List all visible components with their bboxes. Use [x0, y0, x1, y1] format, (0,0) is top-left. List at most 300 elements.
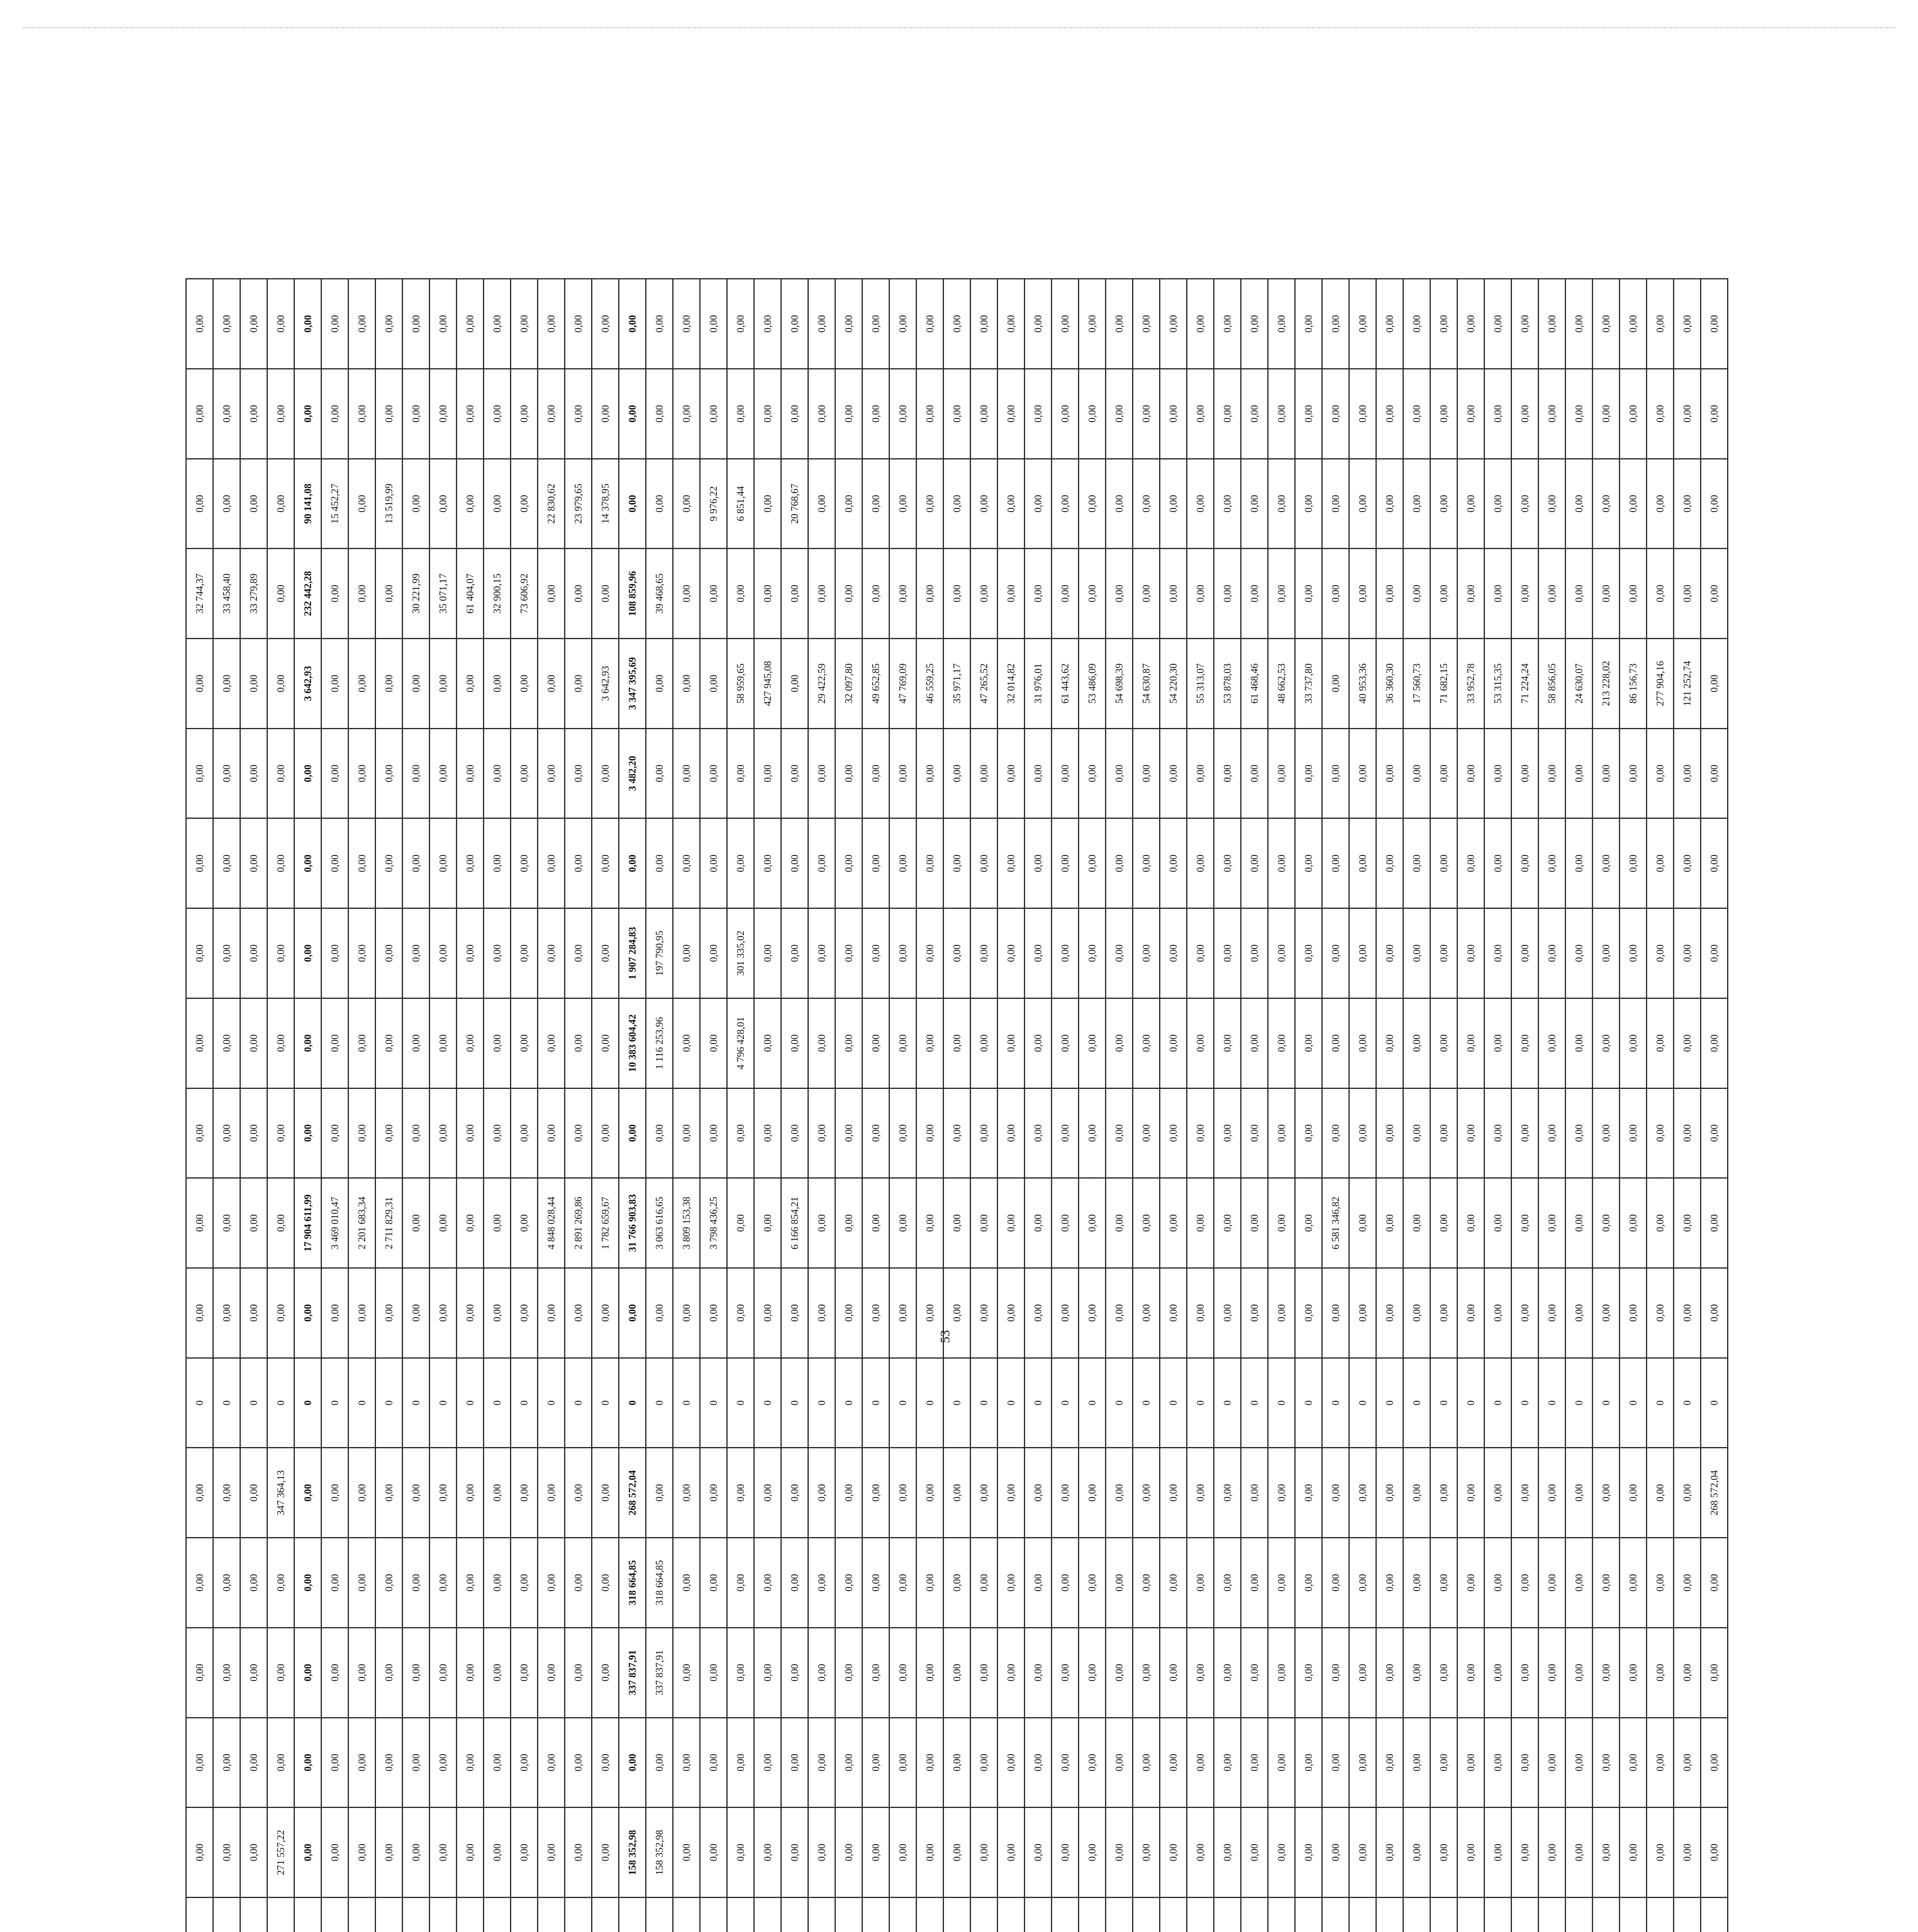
value-cell: 0,00: [349, 369, 376, 459]
table-row: [727, 279, 754, 1932]
value-cell: 0,00: [538, 549, 565, 639]
value-cell: 0: [1430, 1358, 1457, 1448]
value-cell: 0,00: [1025, 459, 1052, 549]
value-cell: 0,00: [808, 998, 835, 1088]
value-cell: 0,00: [457, 1808, 484, 1898]
value-cell: 0,00: [646, 1268, 673, 1358]
value-cell: 0,00: [430, 279, 457, 369]
value-cell: 0,00: [376, 369, 403, 459]
value-cell: 0,00: [754, 1718, 781, 1808]
value-cell: 0,00: [1566, 459, 1593, 549]
value-cell: [430, 1898, 457, 1932]
value-cell: 0,00: [1106, 728, 1133, 818]
value-cell: 0,00: [511, 1268, 538, 1358]
value-cell: 0: [511, 1358, 538, 1448]
value-cell: 0,00: [889, 369, 916, 459]
value-cell: 0,00: [1376, 1178, 1403, 1268]
value-cell: 0: [1593, 1358, 1620, 1448]
value-cell: 0,00: [1322, 1448, 1349, 1538]
value-cell: 0,00: [349, 1628, 376, 1718]
value-cell: 0: [1539, 1358, 1566, 1448]
value-cell: 0,00: [1457, 1268, 1484, 1358]
value-cell: 0: [213, 1358, 240, 1448]
value-cell: 0,00: [1674, 1448, 1701, 1538]
value-cell: 0,00: [321, 1538, 349, 1628]
value-cell: 0,00: [240, 1178, 267, 1268]
value-cell: 0,00: [1214, 818, 1241, 908]
value-cell: 0,00: [1187, 818, 1214, 908]
value-cell: 0,00: [1512, 1178, 1539, 1268]
value-cell: 0,00: [944, 728, 971, 818]
value-cell: 0,00: [1647, 1088, 1674, 1178]
value-cell: 0,00: [998, 908, 1025, 998]
value-cell: 4 796 428,01: [727, 998, 754, 1088]
value-cell: 0,00: [186, 1088, 213, 1178]
value-cell: 0,00: [673, 639, 700, 729]
value-cell: 0,00: [1106, 1808, 1133, 1898]
value-cell: 0,00: [430, 1718, 457, 1808]
value-cell: 0: [1214, 1358, 1241, 1448]
value-cell: 0,00: [349, 1448, 376, 1538]
value-cell: 0,00: [213, 1088, 240, 1178]
value-cell: 0,00: [889, 1448, 916, 1538]
value-cell: 0,00: [511, 1718, 538, 1808]
value-cell: 0,00: [944, 459, 971, 549]
value-cell: 2 711 829,31: [376, 1178, 403, 1268]
value-cell: 0,00: [1593, 1718, 1620, 1808]
value-cell: 0,00: [1457, 1088, 1484, 1178]
value-cell: 0,00: [592, 1808, 619, 1898]
value-cell: 0,00: [213, 1268, 240, 1358]
value-cell: 0,00: [213, 1718, 240, 1808]
value-cell: 121 252,74: [1674, 639, 1701, 729]
value-cell: 0,00: [1512, 1808, 1539, 1898]
value-cell: [186, 1898, 213, 1932]
table-row: [1079, 279, 1106, 1932]
value-cell: 0,00: [1241, 1448, 1268, 1538]
value-cell: 0,00: [1674, 1538, 1701, 1628]
value-cell: 0,00: [1322, 1538, 1349, 1628]
table-row: [808, 279, 835, 1932]
value-cell: 0,00: [1539, 459, 1566, 549]
value-cell: 0,00: [944, 549, 971, 639]
value-cell: 0,00: [1160, 908, 1187, 998]
scan-edge: [23, 27, 1895, 28]
value-cell: 0,00: [1322, 818, 1349, 908]
value-cell: 0,00: [186, 998, 213, 1088]
value-cell: 0,00: [1052, 279, 1079, 369]
value-cell: 0,00: [565, 1718, 592, 1808]
table-row: [916, 279, 944, 1932]
value-cell: 0,00: [808, 1088, 835, 1178]
table-row: [1484, 279, 1512, 1932]
value-cell: 0,00: [1484, 1088, 1512, 1178]
value-cell: [321, 1898, 349, 1932]
value-cell: 0,00: [889, 459, 916, 549]
value-cell: 0,00: [1025, 1808, 1052, 1898]
value-cell: 0,00: [484, 1718, 511, 1808]
value-cell: 0,00: [727, 1178, 754, 1268]
value-cell: 0: [430, 1358, 457, 1448]
value-cell: 0,00: [998, 1538, 1025, 1628]
value-cell: 0,00: [484, 1268, 511, 1358]
value-cell: 0,00: [1133, 459, 1160, 549]
value-cell: 0: [944, 1358, 971, 1448]
value-cell: 33 458,40: [213, 549, 240, 639]
value-cell: 33 952,78: [1457, 639, 1484, 729]
value-cell: 277 904,16: [1647, 639, 1674, 729]
table-row: [565, 279, 592, 1932]
value-cell: 0,00: [592, 369, 619, 459]
value-cell: [565, 1898, 592, 1932]
value-cell: 0,00: [781, 1718, 808, 1808]
value-cell: 0,00: [565, 1268, 592, 1358]
value-cell: 0,00: [592, 279, 619, 369]
value-cell: 0,00: [565, 998, 592, 1088]
value-cell: 0,00: [294, 1628, 321, 1718]
value-cell: 35 071,17: [430, 549, 457, 639]
value-cell: 0,00: [321, 1718, 349, 1808]
value-cell: 0,00: [1457, 369, 1484, 459]
value-cell: 0,00: [213, 279, 240, 369]
value-cell: 0,00: [1430, 1448, 1457, 1538]
value-cell: 0,00: [538, 728, 565, 818]
value-cell: 0,00: [998, 1088, 1025, 1178]
value-cell: 0,00: [538, 1718, 565, 1808]
value-cell: 0,00: [1025, 549, 1052, 639]
value-cell: 0,00: [835, 459, 862, 549]
value-cell: 213 228,02: [1593, 639, 1620, 729]
value-cell: 0,00: [1620, 1628, 1647, 1718]
value-cell: 0,00: [376, 1628, 403, 1718]
value-cell: 0,00: [1539, 549, 1566, 639]
value-cell: 0,00: [1701, 549, 1728, 639]
value-cell: 0,00: [1322, 639, 1349, 729]
value-cell: 0,00: [321, 998, 349, 1088]
value-cell: 0,00: [240, 1538, 267, 1628]
value-cell: 0,00: [1647, 818, 1674, 908]
value-cell: 0,00: [186, 639, 213, 729]
value-cell: 0,00: [1484, 908, 1512, 998]
value-cell: 0,00: [1322, 279, 1349, 369]
value-cell: 0,00: [1268, 279, 1295, 369]
value-cell: [349, 1898, 376, 1932]
value-cell: 0,00: [267, 1088, 294, 1178]
value-cell: 0,00: [1701, 1178, 1728, 1268]
value-cell: 0,00: [1241, 1628, 1268, 1718]
value-cell: 0,00: [1241, 1268, 1268, 1358]
value-cell: 0,00: [538, 908, 565, 998]
value-cell: 0: [754, 1358, 781, 1448]
value-cell: 0,00: [1430, 998, 1457, 1088]
value-cell: 0,00: [349, 1088, 376, 1178]
value-cell: 0,00: [700, 1448, 727, 1538]
value-cell: 0,00: [457, 728, 484, 818]
value-cell: 0,00: [673, 728, 700, 818]
value-cell: 0,00: [430, 1448, 457, 1538]
value-cell: 0,00: [1566, 998, 1593, 1088]
value-cell: 0,00: [1052, 459, 1079, 549]
value-cell: 0,00: [646, 459, 673, 549]
value-cell: 0,00: [944, 818, 971, 908]
value-cell: 0,00: [971, 998, 998, 1088]
value-cell: 0: [1160, 1358, 1187, 1448]
value-cell: 0,00: [944, 1448, 971, 1538]
value-cell: 0,00: [186, 459, 213, 549]
value-cell: 0,00: [349, 549, 376, 639]
value-cell: 0,00: [1376, 908, 1403, 998]
value-cell: 0,00: [1403, 369, 1430, 459]
value-cell: 0,00: [1268, 908, 1295, 998]
value-cell: 0,00: [1349, 279, 1376, 369]
value-cell: 0,00: [944, 998, 971, 1088]
value-cell: 0,00: [403, 1178, 430, 1268]
value-cell: 0,00: [213, 1178, 240, 1268]
value-cell: 33 737,80: [1295, 639, 1322, 729]
value-cell: 0,00: [862, 908, 889, 998]
value-cell: 0,00: [1701, 369, 1728, 459]
value-cell: 0,00: [1079, 1448, 1106, 1538]
value-cell: 58 856,05: [1539, 639, 1566, 729]
value-cell: 0,00: [538, 1268, 565, 1358]
value-cell: 0,00: [619, 1718, 646, 1808]
value-cell: 0,00: [1620, 1718, 1647, 1808]
value-cell: 0: [267, 1358, 294, 1448]
value-cell: 0,00: [484, 459, 511, 549]
table-row: [1430, 279, 1457, 1932]
value-cell: 0,00: [971, 369, 998, 459]
value-cell: 0,00: [889, 1088, 916, 1178]
value-cell: 0,00: [1160, 998, 1187, 1088]
value-cell: 0,00: [1566, 1628, 1593, 1718]
value-cell: 0,00: [781, 1808, 808, 1898]
value-cell: 0,00: [1566, 1538, 1593, 1628]
value-cell: 0,00: [971, 1718, 998, 1808]
value-cell: 0,00: [1512, 279, 1539, 369]
value-cell: 0,00: [1403, 1538, 1430, 1628]
table-row: [1241, 279, 1268, 1932]
value-cell: 0,00: [511, 279, 538, 369]
value-cell: 9 976,22: [700, 459, 727, 549]
value-cell: 0,00: [538, 1448, 565, 1538]
value-cell: 55 313,07: [1187, 639, 1214, 729]
value-cell: 0,00: [1079, 1268, 1106, 1358]
value-cell: 0,00: [1079, 1538, 1106, 1628]
value-cell: 0,00: [1620, 1178, 1647, 1268]
value-cell: [1133, 1898, 1160, 1932]
value-cell: 6 166 854,21: [781, 1178, 808, 1268]
value-cell: 46 559,25: [916, 639, 944, 729]
value-cell: 0,00: [1295, 1628, 1322, 1718]
value-cell: 0,00: [484, 1628, 511, 1718]
value-cell: 0,00: [403, 1808, 430, 1898]
value-cell: 0,00: [727, 549, 754, 639]
value-cell: 0,00: [1133, 549, 1160, 639]
value-cell: 0,00: [700, 1538, 727, 1628]
value-cell: 0,00: [1025, 1718, 1052, 1808]
value-cell: 0,00: [1268, 1808, 1295, 1898]
value-cell: 0,00: [1052, 728, 1079, 818]
value-cell: 0,00: [321, 1088, 349, 1178]
value-cell: 0: [403, 1358, 430, 1448]
value-cell: 0,00: [1403, 908, 1430, 998]
value-cell: 0,00: [1701, 1088, 1728, 1178]
value-cell: 0,00: [1430, 279, 1457, 369]
value-cell: 0,00: [240, 1268, 267, 1358]
value-cell: 0,00: [1133, 1268, 1160, 1358]
value-cell: 0,00: [592, 1448, 619, 1538]
value-cell: [457, 1898, 484, 1932]
value-cell: 0,00: [1539, 1448, 1566, 1538]
value-cell: 0,00: [403, 1628, 430, 1718]
value-cell: 0,00: [1376, 818, 1403, 908]
value-cell: 158 352,98: [619, 1808, 646, 1898]
value-cell: 0,00: [592, 818, 619, 908]
value-cell: 0,00: [808, 1178, 835, 1268]
value-cell: 0,00: [1593, 1268, 1620, 1358]
value-cell: 0,00: [971, 1808, 998, 1898]
value-cell: 0,00: [1512, 1088, 1539, 1178]
value-cell: 0,00: [1214, 549, 1241, 639]
value-cell: 0,00: [1539, 1178, 1566, 1268]
value-cell: [619, 1898, 646, 1932]
value-cell: 0,00: [1241, 369, 1268, 459]
value-cell: 0,00: [1079, 1088, 1106, 1178]
value-cell: 0,00: [781, 1538, 808, 1628]
value-cell: 0,00: [1620, 549, 1647, 639]
value-cell: 0,00: [1539, 1268, 1566, 1358]
value-cell: 0,00: [511, 1448, 538, 1538]
value-cell: 0: [998, 1358, 1025, 1448]
value-cell: [1701, 1898, 1728, 1932]
value-cell: 0,00: [1349, 549, 1376, 639]
value-cell: 0,00: [1295, 1808, 1322, 1898]
value-cell: 0,00: [484, 908, 511, 998]
value-cell: 0,00: [673, 1448, 700, 1538]
value-cell: 0,00: [430, 818, 457, 908]
value-cell: 0,00: [294, 1538, 321, 1628]
value-cell: 0,00: [376, 549, 403, 639]
value-cell: 0,00: [349, 728, 376, 818]
value-cell: 0,00: [565, 369, 592, 459]
value-cell: 0,00: [1241, 459, 1268, 549]
value-cell: 0,00: [240, 1718, 267, 1808]
value-cell: 0,00: [862, 728, 889, 818]
value-cell: 0: [349, 1358, 376, 1448]
value-cell: 0,00: [376, 279, 403, 369]
table-row: [1701, 279, 1728, 1932]
value-cell: 0,00: [916, 1448, 944, 1538]
value-cell: 0,00: [1052, 998, 1079, 1088]
value-cell: 0,00: [1214, 998, 1241, 1088]
value-cell: 0,00: [1268, 1178, 1295, 1268]
value-cell: 0,00: [889, 1718, 916, 1808]
value-cell: 0,00: [457, 908, 484, 998]
value-cell: 0,00: [673, 369, 700, 459]
value-cell: 0,00: [1620, 818, 1647, 908]
value-cell: 0: [1322, 1358, 1349, 1448]
value-cell: [1484, 1898, 1512, 1932]
value-cell: 0,00: [1241, 818, 1268, 908]
value-cell: 0,00: [1133, 908, 1160, 998]
value-cell: 0,00: [1052, 549, 1079, 639]
value-cell: 0,00: [213, 998, 240, 1088]
value-cell: [511, 1898, 538, 1932]
value-cell: 0,00: [1322, 1628, 1349, 1718]
value-cell: 0,00: [781, 1268, 808, 1358]
value-cell: 0,00: [349, 1268, 376, 1358]
value-cell: 0,00: [1484, 1178, 1512, 1268]
value-cell: 0: [1566, 1358, 1593, 1448]
value-cell: 0,00: [1593, 998, 1620, 1088]
value-cell: 0,00: [484, 369, 511, 459]
value-cell: 0,00: [592, 549, 619, 639]
table-row: [1593, 279, 1620, 1932]
value-cell: 3 469 010,47: [321, 1178, 349, 1268]
table-row: [1647, 279, 1674, 1932]
value-cell: 0,00: [1106, 1268, 1133, 1358]
value-cell: 0,00: [1241, 998, 1268, 1088]
value-cell: 54 220,30: [1160, 639, 1187, 729]
value-cell: 22 830,62: [538, 459, 565, 549]
value-cell: 0,00: [349, 998, 376, 1088]
value-cell: 0,00: [1133, 998, 1160, 1088]
value-cell: 0,00: [862, 818, 889, 908]
value-cell: 0,00: [349, 1808, 376, 1898]
value-cell: 0,00: [1160, 1628, 1187, 1718]
value-cell: 0,00: [727, 728, 754, 818]
value-cell: 0,00: [808, 459, 835, 549]
value-cell: 0,00: [538, 1628, 565, 1718]
value-cell: 0,00: [889, 728, 916, 818]
value-cell: 0,00: [971, 459, 998, 549]
value-cell: 0,00: [1322, 1808, 1349, 1898]
table-row: [1052, 279, 1079, 1932]
value-cell: 0,00: [240, 908, 267, 998]
value-cell: 0,00: [700, 728, 727, 818]
value-cell: 0,00: [349, 279, 376, 369]
value-cell: 0,00: [998, 1718, 1025, 1808]
value-cell: 0,00: [511, 1628, 538, 1718]
value-cell: 0,00: [1133, 1808, 1160, 1898]
value-cell: 0,00: [727, 1448, 754, 1538]
value-cell: 0,00: [1349, 1448, 1376, 1538]
value-cell: 14 378,95: [592, 459, 619, 549]
value-cell: 0,00: [1484, 1628, 1512, 1718]
value-cell: 0,00: [1349, 369, 1376, 459]
value-cell: 0,00: [538, 998, 565, 1088]
value-cell: 0,00: [1160, 1808, 1187, 1898]
value-cell: 53 878,03: [1214, 639, 1241, 729]
value-cell: 0,00: [1295, 818, 1322, 908]
value-cell: [1268, 1898, 1295, 1932]
value-cell: 0,00: [592, 1628, 619, 1718]
value-cell: 0,00: [754, 998, 781, 1088]
value-cell: 0,00: [1079, 1718, 1106, 1808]
value-cell: 108 859,96: [619, 549, 646, 639]
value-cell: 0,00: [1484, 1718, 1512, 1808]
value-cell: 0,00: [1295, 728, 1322, 818]
value-cell: 0,00: [1484, 1808, 1512, 1898]
value-cell: 0,00: [1241, 1808, 1268, 1898]
value-cell: 0,00: [1674, 279, 1701, 369]
value-cell: 0,00: [457, 459, 484, 549]
value-cell: 0,00: [267, 549, 294, 639]
value-cell: 0,00: [1512, 1718, 1539, 1808]
value-cell: 0,00: [1647, 1178, 1674, 1268]
value-cell: 0: [484, 1358, 511, 1448]
value-cell: 0,00: [1566, 1808, 1593, 1898]
